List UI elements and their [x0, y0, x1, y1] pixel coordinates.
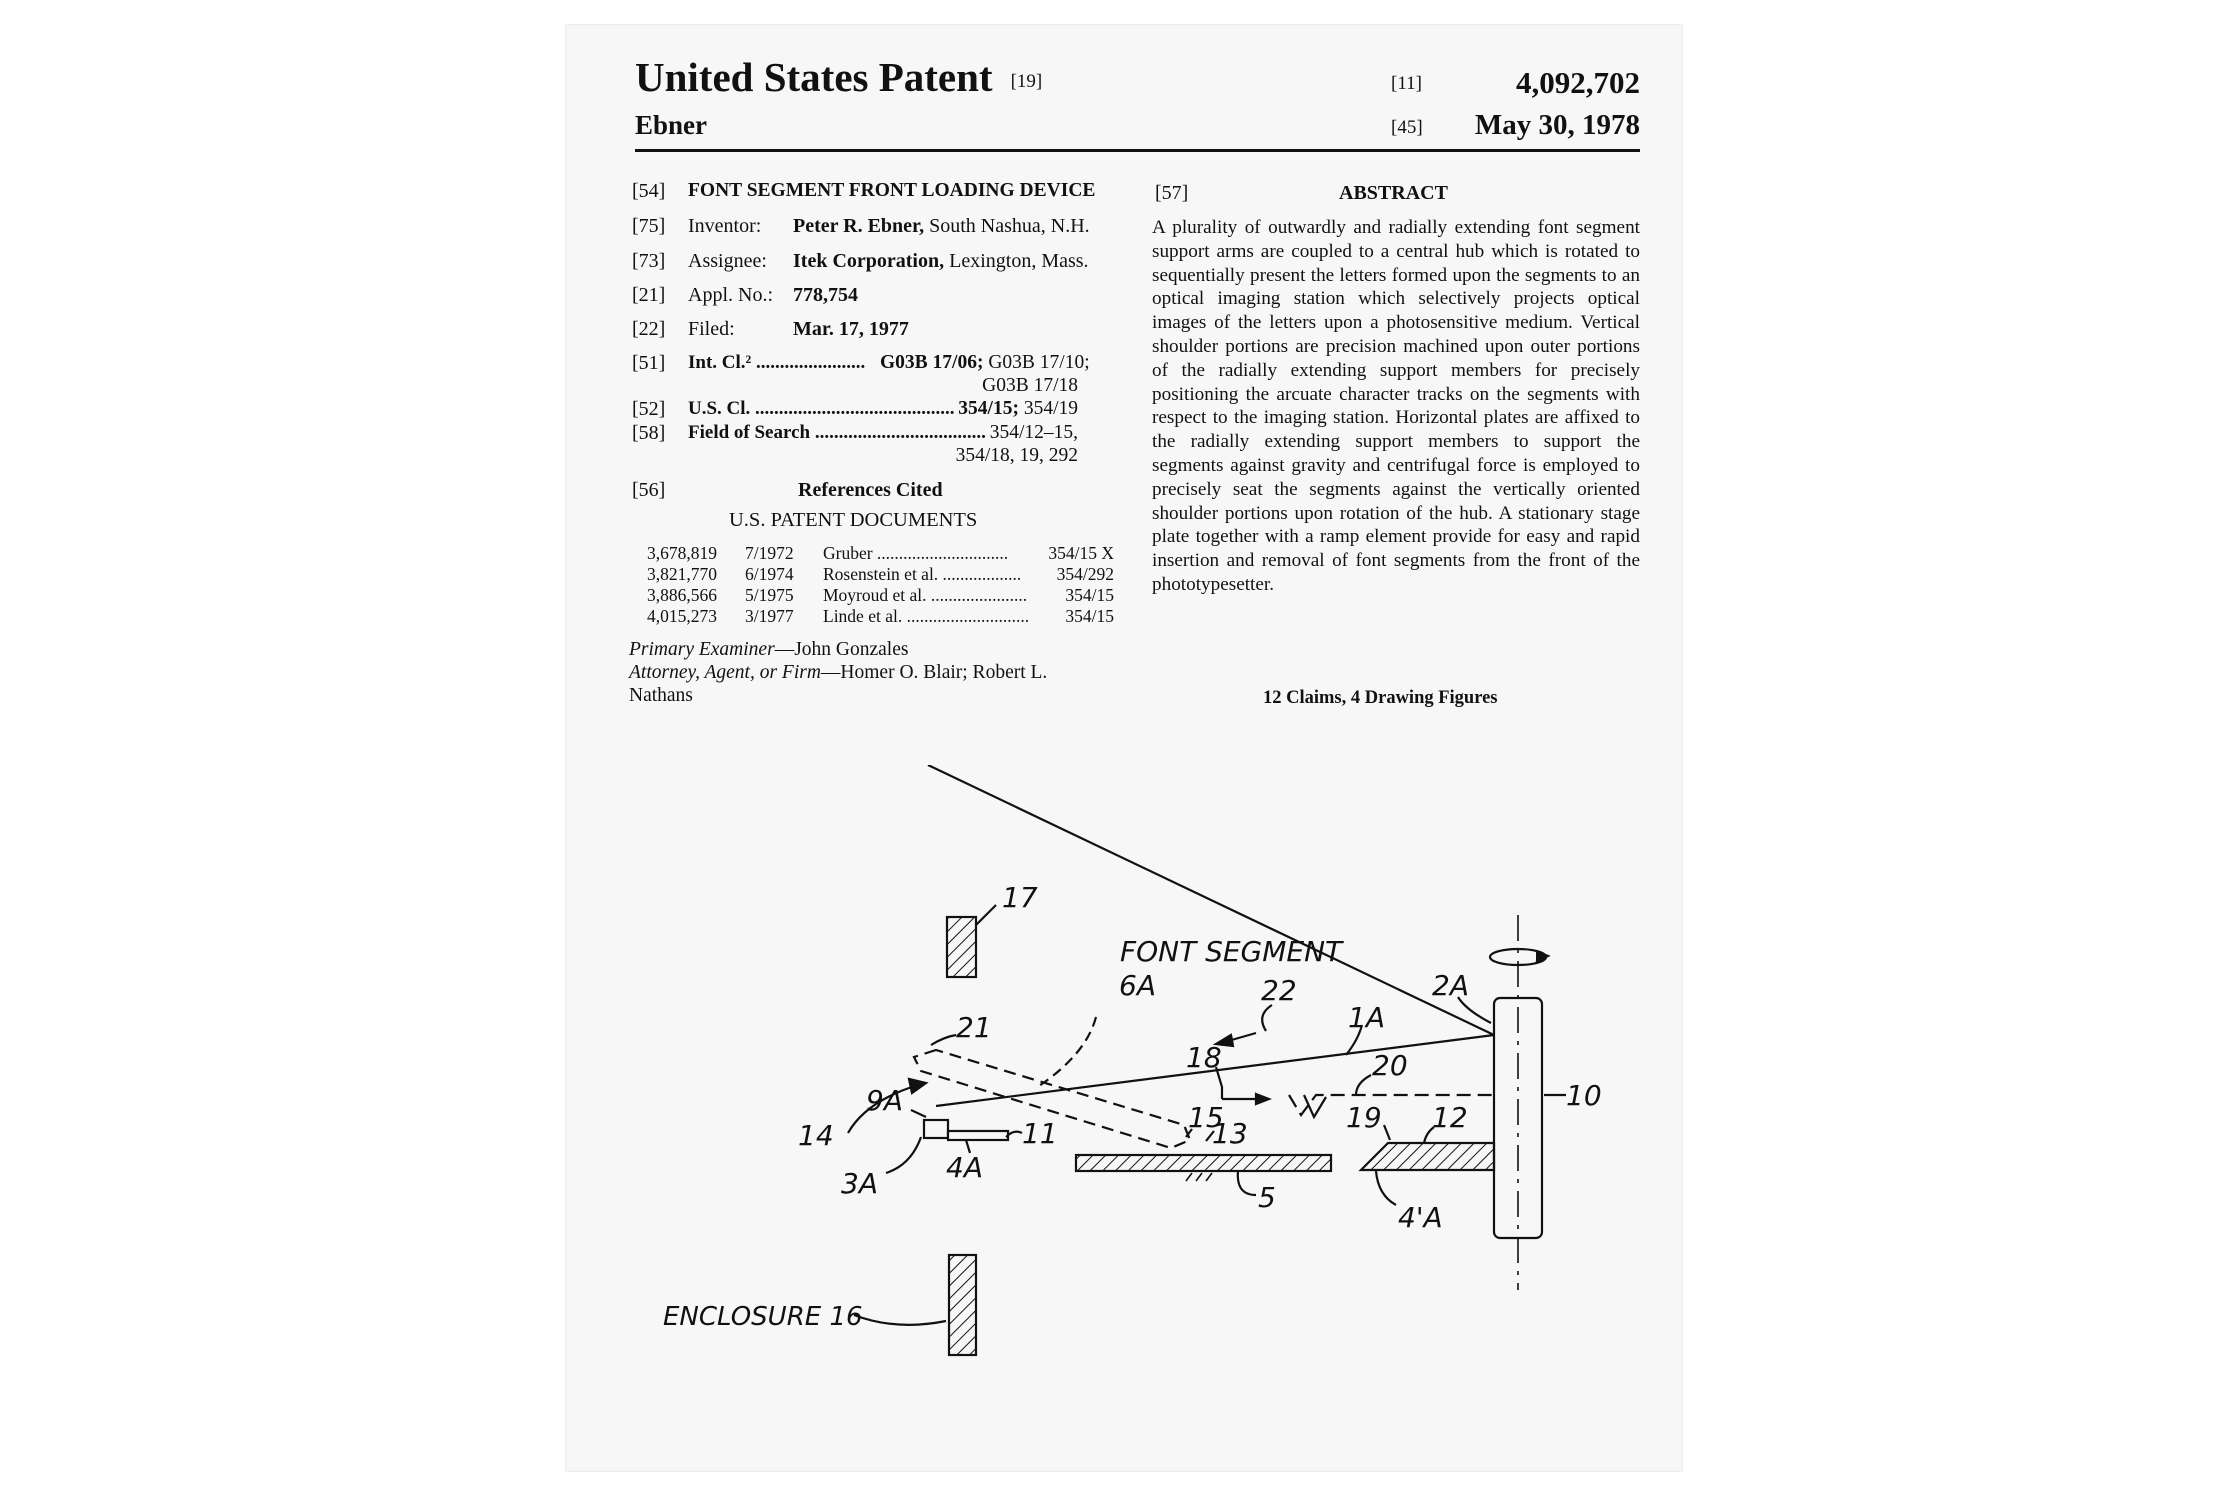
ramp-element — [1361, 1143, 1494, 1170]
patent-number: 4,092,702 — [1516, 65, 1640, 100]
code-56: [56] — [632, 479, 666, 501]
arrow-14-head — [909, 1079, 926, 1093]
code-22: [22] — [632, 318, 666, 340]
label-17: 17 — [1002, 881, 1038, 914]
label-4a: 4A — [946, 1151, 983, 1184]
inventor-label: Inventor: — [688, 215, 762, 237]
label-font-segment: FONT SEGMENT — [1120, 935, 1343, 968]
label-5-leader — [1238, 1171, 1256, 1195]
label-14: 14 — [798, 1119, 834, 1152]
reference-name: Linde et al. ............................ — [823, 606, 1030, 626]
label-11: 11 — [1022, 1117, 1058, 1150]
code-54: [54] — [632, 180, 666, 202]
label-9a-leader — [911, 1110, 926, 1117]
label-1a: 1A — [1348, 1001, 1385, 1034]
label-18: 18 — [1186, 1041, 1222, 1074]
primary-examiner-label: Primary Examiner — [629, 639, 775, 660]
inventor-surname: Ebner — [635, 110, 708, 140]
reference-class: 354/292 — [1056, 564, 1114, 584]
references-subtitle: U.S. PATENT DOCUMENTS — [729, 509, 978, 531]
code-52: [52] — [632, 398, 666, 420]
inventor-place: South Nashua, N.H. — [929, 215, 1090, 237]
number-code: [11] — [1391, 73, 1422, 94]
uscl-value-secondary: 354/19 — [1023, 398, 1078, 419]
assignee-value — [793, 250, 1089, 273]
label-19-leader — [1384, 1125, 1390, 1140]
abstract-title: ABSTRACT — [1339, 182, 1448, 204]
label-13: 13 — [1212, 1117, 1248, 1150]
label-3a-leader — [886, 1137, 921, 1173]
patent-title — [635, 53, 1042, 101]
header-rule — [635, 149, 1640, 152]
stage-plate — [1076, 1155, 1331, 1171]
label-6a: 6A — [1119, 969, 1156, 1002]
enclosure-wall-bottom — [949, 1255, 976, 1355]
code-75: [75] — [632, 215, 666, 237]
reference-name: Gruber .............................. — [823, 543, 1009, 563]
invention-title: FONT SEGMENT FRONT LOADING DEVICE — [688, 180, 1096, 201]
uscl-label: U.S. Cl. .......................................... — [688, 398, 955, 419]
label-10: 10 — [1566, 1079, 1602, 1112]
label-17-leader — [976, 905, 996, 925]
label-enclosure: ENCLOSURE 16 — [663, 1302, 863, 1332]
reference-number: 3,821,770 — [647, 564, 717, 584]
abstract-text: A plurality of outwardly and radially extending font segment support arms are coupled to a central hub which is rotated to sequentially present the letters formed upon the segments to an optical imaging station which selectively projects optical images of the letters upon a photosensitive medium. Vertical shoulder portions are precision machined upon outer portions of the radially extending support members for precisely positioning the arcuate character tracks on the segments with respect to the imaging station. Horizontal plates are affixed to the radially extending support members to support the segments against gravity and centrifugal force is employed to precisely seat the segments against the vertically oriented shoulder portions upon rotation of the hub. A stationary stage plate together with a ramp element provide for easy and rapid insertion and removal of font segments from the front of the phototypesetter. — [1152, 217, 1640, 595]
label-20-leader — [1356, 1075, 1371, 1095]
assignee-name: Itek Corporation, — [793, 250, 945, 272]
inventor-name: Peter R. Ebner, — [793, 215, 925, 237]
claims-summary: 12 Claims, 4 Drawing Figures — [1263, 688, 1498, 708]
search-label: Field of Search .................................... — [688, 422, 986, 443]
search-value-2: 354/18, 19, 292 — [955, 445, 1078, 466]
label-15: 15 — [1188, 1101, 1224, 1134]
label-6a-leader — [1036, 1017, 1096, 1088]
attorney — [629, 662, 1047, 684]
appl-label: Appl. No.: — [688, 284, 773, 306]
patent-drawing — [566, 765, 1682, 1465]
label-12: 12 — [1432, 1101, 1468, 1134]
reference-class: 354/15 — [1065, 585, 1114, 605]
label-4pa: 4'A — [1398, 1201, 1443, 1234]
intcl-value-secondary: G03B 17/10; — [988, 352, 1090, 373]
primary-examiner — [629, 639, 908, 661]
code-57: [57] — [1155, 182, 1189, 204]
arrow-18-head — [1256, 1094, 1269, 1104]
reference-row — [647, 543, 717, 564]
code-21: [21] — [632, 284, 666, 306]
label-5: 5 — [1258, 1181, 1276, 1214]
code-51: [51] — [632, 352, 666, 374]
intcl-value-third: G03B 17/18 — [982, 375, 1078, 396]
attorney-name: —Homer O. Blair; Robert L. — [820, 662, 1048, 683]
intcl-label: Int. Cl.² ....................... — [688, 352, 866, 373]
code-58: [58] — [632, 422, 666, 444]
label-3a: 3A — [841, 1167, 878, 1200]
reference-date: 7/1972 — [745, 543, 794, 563]
label-4pa-leader — [1376, 1171, 1396, 1205]
reference-class: 354/15 — [1065, 606, 1114, 626]
label-19: 19 — [1346, 1101, 1382, 1134]
intcl-value — [880, 352, 1090, 374]
stage-plate-ticks — [1186, 1173, 1212, 1181]
reference-date: 3/1977 — [745, 606, 794, 626]
label-21-leader — [931, 1035, 956, 1045]
intcl-value-primary: G03B 17/06; — [880, 352, 984, 373]
assignee-label: Assignee: — [688, 250, 767, 272]
date-code: [45] — [1391, 117, 1423, 138]
label-21: 21 — [956, 1011, 992, 1044]
horizontal-plate — [948, 1131, 1008, 1140]
patent-page — [566, 25, 1682, 1471]
reference-date: 6/1974 — [745, 564, 794, 584]
label-22: 22 — [1261, 974, 1297, 1007]
filed-label: Filed: — [688, 318, 735, 340]
attorney-label: Attorney, Agent, or Firm — [629, 662, 821, 683]
label-20: 20 — [1372, 1049, 1408, 1082]
references-title: References Cited — [798, 479, 943, 501]
reference-date: 5/1975 — [745, 585, 794, 605]
primary-examiner-name: —John Gonzales — [774, 639, 909, 660]
inventor-value — [793, 215, 1090, 238]
filed-value: Mar. 17, 1977 — [793, 318, 909, 340]
label-9a: 9A — [866, 1084, 903, 1117]
patent-date: May 30, 1978 — [1474, 109, 1640, 141]
label-2a: 2A — [1432, 969, 1469, 1002]
patent-title-text: United States Patent — [635, 54, 993, 100]
uscl-value-primary: 354/15; — [958, 398, 1019, 419]
arm-end-block — [924, 1120, 948, 1138]
title-code: [19] — [1010, 70, 1043, 92]
label-16-leader — [854, 1315, 946, 1325]
reference-number: 4,015,273 — [647, 606, 717, 626]
reference-name: Moyroud et al. ...................... — [823, 585, 1028, 605]
enclosure-wall-top — [947, 917, 976, 977]
reference-name: Rosenstein et al. .................. — [823, 564, 1022, 584]
arrow-22-leader — [1262, 1005, 1272, 1031]
appl-value: 778,754 — [793, 284, 858, 306]
assignee-place: Lexington, Mass. — [949, 250, 1089, 272]
reference-number: 3,678,819 — [647, 543, 717, 563]
attorney-name-cont: Nathans — [629, 685, 693, 706]
search-value: 354/12–15, — [989, 422, 1078, 443]
reference-class: 354/15 X — [1048, 543, 1114, 563]
reference-number: 3,886,566 — [647, 585, 717, 605]
code-73: [73] — [632, 250, 666, 272]
uscl-value — [958, 398, 1078, 420]
